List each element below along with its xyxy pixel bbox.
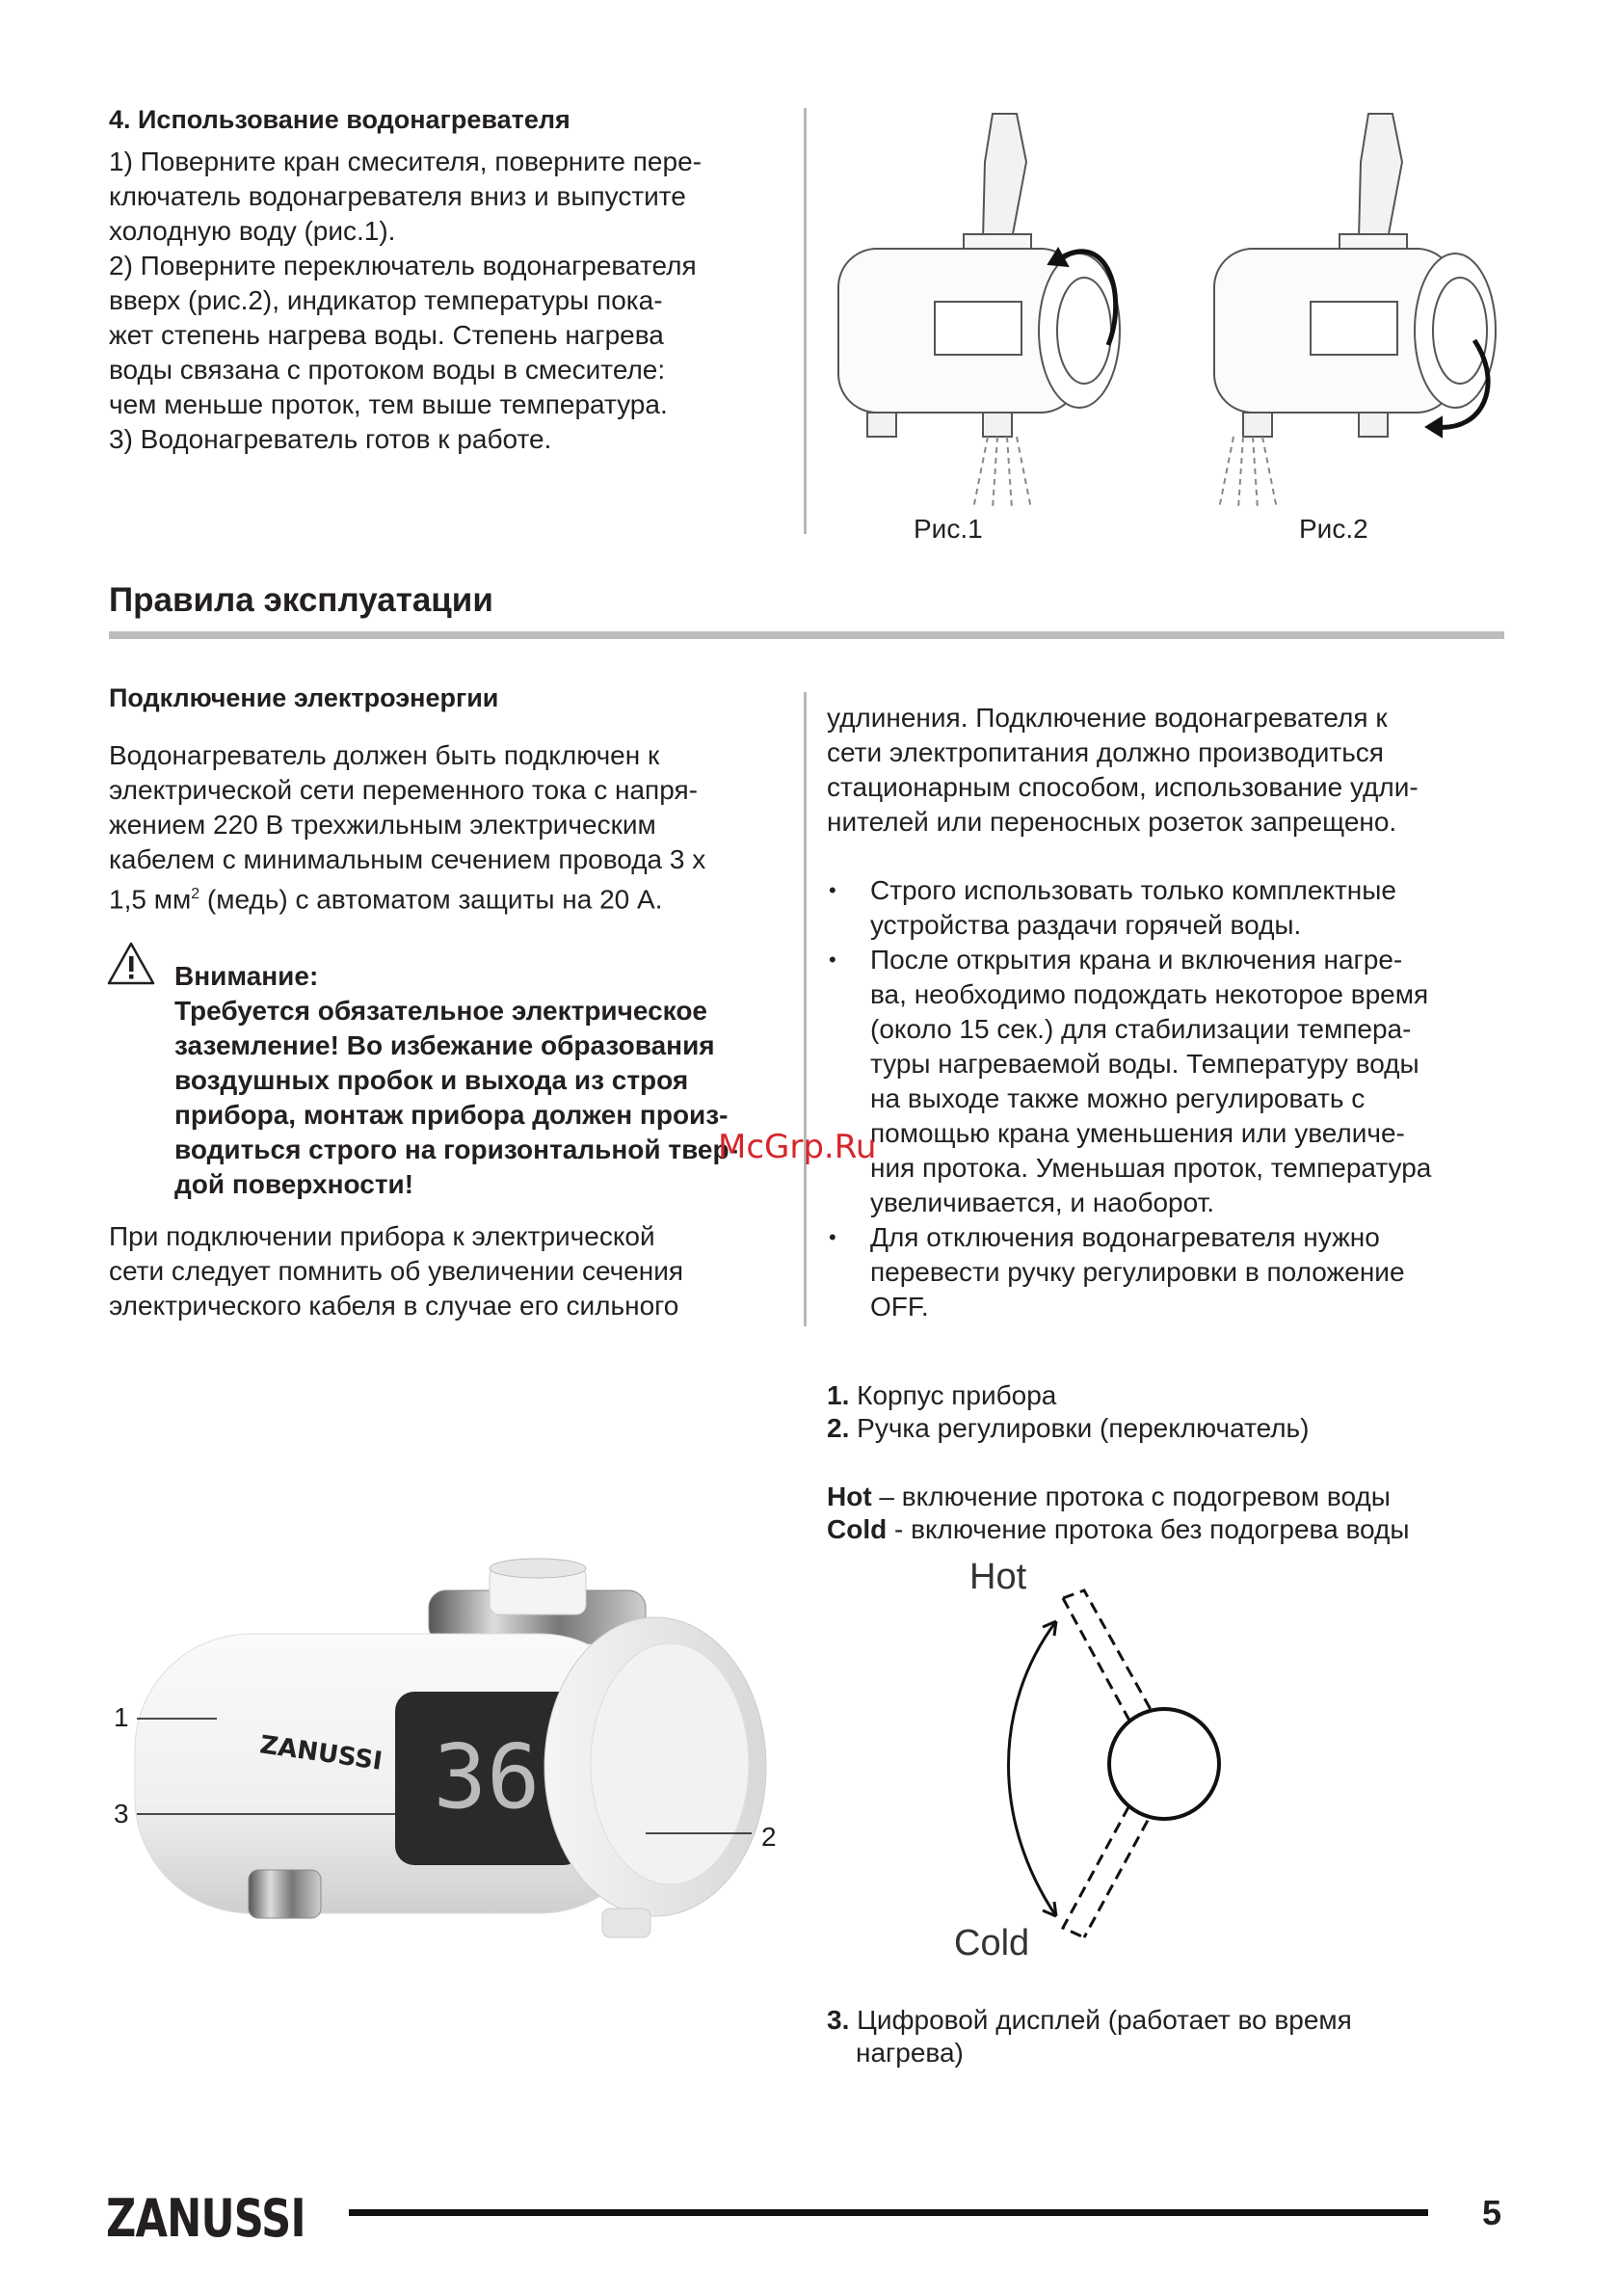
usage-line: 3) Водонагреватель готов к работе. (109, 424, 552, 454)
diagram-hot-label: Hot (969, 1557, 1027, 1597)
column-divider-middle (804, 692, 807, 1326)
usage-text (109, 145, 803, 457)
legend-item-3-text: Цифровой дисплей (работает во время (849, 2005, 1352, 2035)
right-line: удлинения. Подключение водонагревателя к (827, 703, 1388, 733)
legend-item-1-num: 1. (827, 1380, 850, 1410)
hot-position-handle (1063, 1590, 1157, 1731)
title-rule (109, 631, 1504, 639)
right-line: нителей или переносных розеток запрещено. (827, 807, 1397, 837)
legend-item-3-line2: нагрева) (856, 2038, 964, 2068)
legend-hot (827, 1481, 1521, 1513)
footer-rule (349, 2209, 1428, 2216)
power-line: кабелем с минимальным сечением провода 3 х (109, 844, 706, 874)
bullet-line: (около 15 сек.) для стабилизации темпера- (870, 1014, 1412, 1044)
figure-2-illustration (1214, 114, 1496, 509)
page-number: 5 (1482, 2193, 1502, 2232)
legend-item-2-text: Ручка регулировки (переключатель) (849, 1413, 1310, 1443)
power-last-post: (медь) с автоматом защиты на 20 А. (199, 884, 663, 915)
cable-line: При подключении прибора к электрической (109, 1221, 655, 1251)
usage-line: ключатель водонагревателя вниз и выпустите (109, 181, 686, 211)
bullet-item (827, 1220, 1511, 1324)
usage-section (109, 102, 803, 457)
figure-2-caption: Рис.2 (1299, 514, 1368, 544)
bullet-line: ния протока. Уменьшая проток, температура (870, 1153, 1432, 1183)
warning-block (174, 959, 791, 1202)
bullet-line: на выходе также можно регулировать с (870, 1083, 1366, 1113)
bullet-item (827, 943, 1511, 1220)
power-last-sup: 2 (191, 886, 200, 902)
bullet-line: • Для отключения водонагревателя нужно (870, 1222, 1380, 1252)
bullet-line: туры нагреваемой воды. Температуру воды (870, 1049, 1419, 1079)
device-brand: ZANUSSI (257, 1730, 385, 1776)
usage-figures (819, 104, 1513, 519)
cable-text (109, 1219, 803, 1323)
bullet-item (827, 873, 1511, 943)
power-line: электрической сети переменного тока с напря- (109, 775, 698, 805)
legend-hot-key: Hot (827, 1482, 872, 1511)
usage-line: чем меньше проток, тем выше температура. (109, 389, 668, 419)
bullet-line: устройства раздачи горячей воды. (870, 910, 1302, 940)
device-illustration (106, 1547, 771, 1962)
usage-line: воды связана с протоком воды в смесителе: (109, 355, 666, 385)
legend-item-3-num: 3. (827, 2005, 850, 2035)
legend-item-2-num: 2. (827, 1413, 850, 1443)
rules-bullet-list (827, 873, 1511, 1324)
rules-title: Правила эксплуатации (109, 581, 493, 619)
callout-1: 1 (114, 1702, 129, 1732)
legend-cold (827, 1513, 1521, 1546)
figure-1-illustration (838, 114, 1120, 509)
legend-modes (827, 1481, 1521, 1546)
rules-left-column (109, 681, 803, 917)
bullet-line: увеличивается, и наоборот. (870, 1188, 1215, 1217)
legend-item-3 (827, 2004, 1511, 2069)
switch-knob (1109, 1709, 1219, 1819)
bullet-line: • После открытия крана и включения нагре- (870, 945, 1403, 974)
usage-heading: 4. Использование водонагревателя (109, 105, 570, 134)
display-value: 36 (433, 1725, 541, 1829)
warning-line: водиться строго на горизонтальной твер- (174, 1135, 738, 1164)
callout-3: 3 (114, 1799, 129, 1829)
bullet-line: • Строго использовать только комплектные (870, 875, 1396, 905)
warning-line: дой поверхности! (174, 1169, 414, 1199)
bottom-nut (249, 1870, 321, 1918)
warning-line: заземление! Во избежание образования (174, 1030, 715, 1060)
switch-diagram (964, 1581, 1253, 1947)
bullet-line: OFF. (870, 1292, 929, 1322)
callout-2: 2 (761, 1822, 777, 1852)
warning-title: Внимание: (174, 961, 319, 991)
legend-cold-key: Cold (827, 1514, 888, 1544)
bullet-line: помощью крана уменьшения или увеличе- (870, 1118, 1405, 1148)
usage-line: жет степень нагрева воды. Степень нагрева (109, 320, 664, 350)
cable-line: электрического кабеля в случае его сильного (109, 1291, 679, 1321)
rotation-arrow (1009, 1621, 1057, 1916)
power-text (109, 738, 803, 917)
legend-item-1-text: Корпус прибора (849, 1380, 1057, 1410)
legend-cold-text: - включение протока без подогрева воды (887, 1514, 1410, 1544)
warning-line: прибора, монтаж прибора должен произ- (174, 1100, 729, 1130)
legend-hot-text: – включение протока с подогревом воды (871, 1482, 1391, 1511)
warning-line: воздушных пробок и выхода из строя (174, 1065, 689, 1095)
warning-line: Требуется обязательное электрическое (174, 996, 707, 1026)
watermark: McGrp.Ru (718, 1128, 877, 1166)
usage-line: вверх (рис.2), индикатор температуры пока- (109, 285, 663, 315)
warning-icon (106, 941, 156, 987)
power-last-pre: 1,5 мм (109, 884, 192, 915)
power-line: жением 220 В трехжильным электрическим (109, 810, 656, 840)
footer-logo: ZANUSSI (106, 2188, 305, 2249)
bullet-line: ва, необходимо подождать некоторое время (870, 979, 1429, 1009)
right-line: стационарным способом, использование удли- (827, 772, 1419, 802)
power-line: Водонагреватель должен быть подключен к (109, 740, 660, 770)
figure-1-caption: Рис.1 (914, 514, 983, 544)
bullet-line: перевести ручку регулировки в положение (870, 1257, 1405, 1287)
legend-parts (827, 1379, 1511, 1445)
diagram-cold-label: Cold (954, 1923, 1030, 1963)
cable-line: сети следует помнить об увеличении сечения (109, 1256, 684, 1286)
power-line (109, 877, 803, 917)
legend-item-1 (827, 1379, 1511, 1412)
usage-line: 2) Поверните переключатель водонагревателя (109, 251, 697, 280)
legend-item-2 (827, 1412, 1511, 1445)
usage-line: холодную воду (рис.1). (109, 216, 396, 246)
power-heading: Подключение электроэнергии (109, 683, 499, 712)
usage-line: 1) Поверните кран смесителя, поверните пере- (109, 147, 702, 176)
rules-right-text (827, 701, 1511, 840)
right-line: сети электропитания должно производиться (827, 737, 1384, 767)
legend-item-3-line (827, 2004, 1511, 2037)
column-divider-top (804, 108, 807, 534)
